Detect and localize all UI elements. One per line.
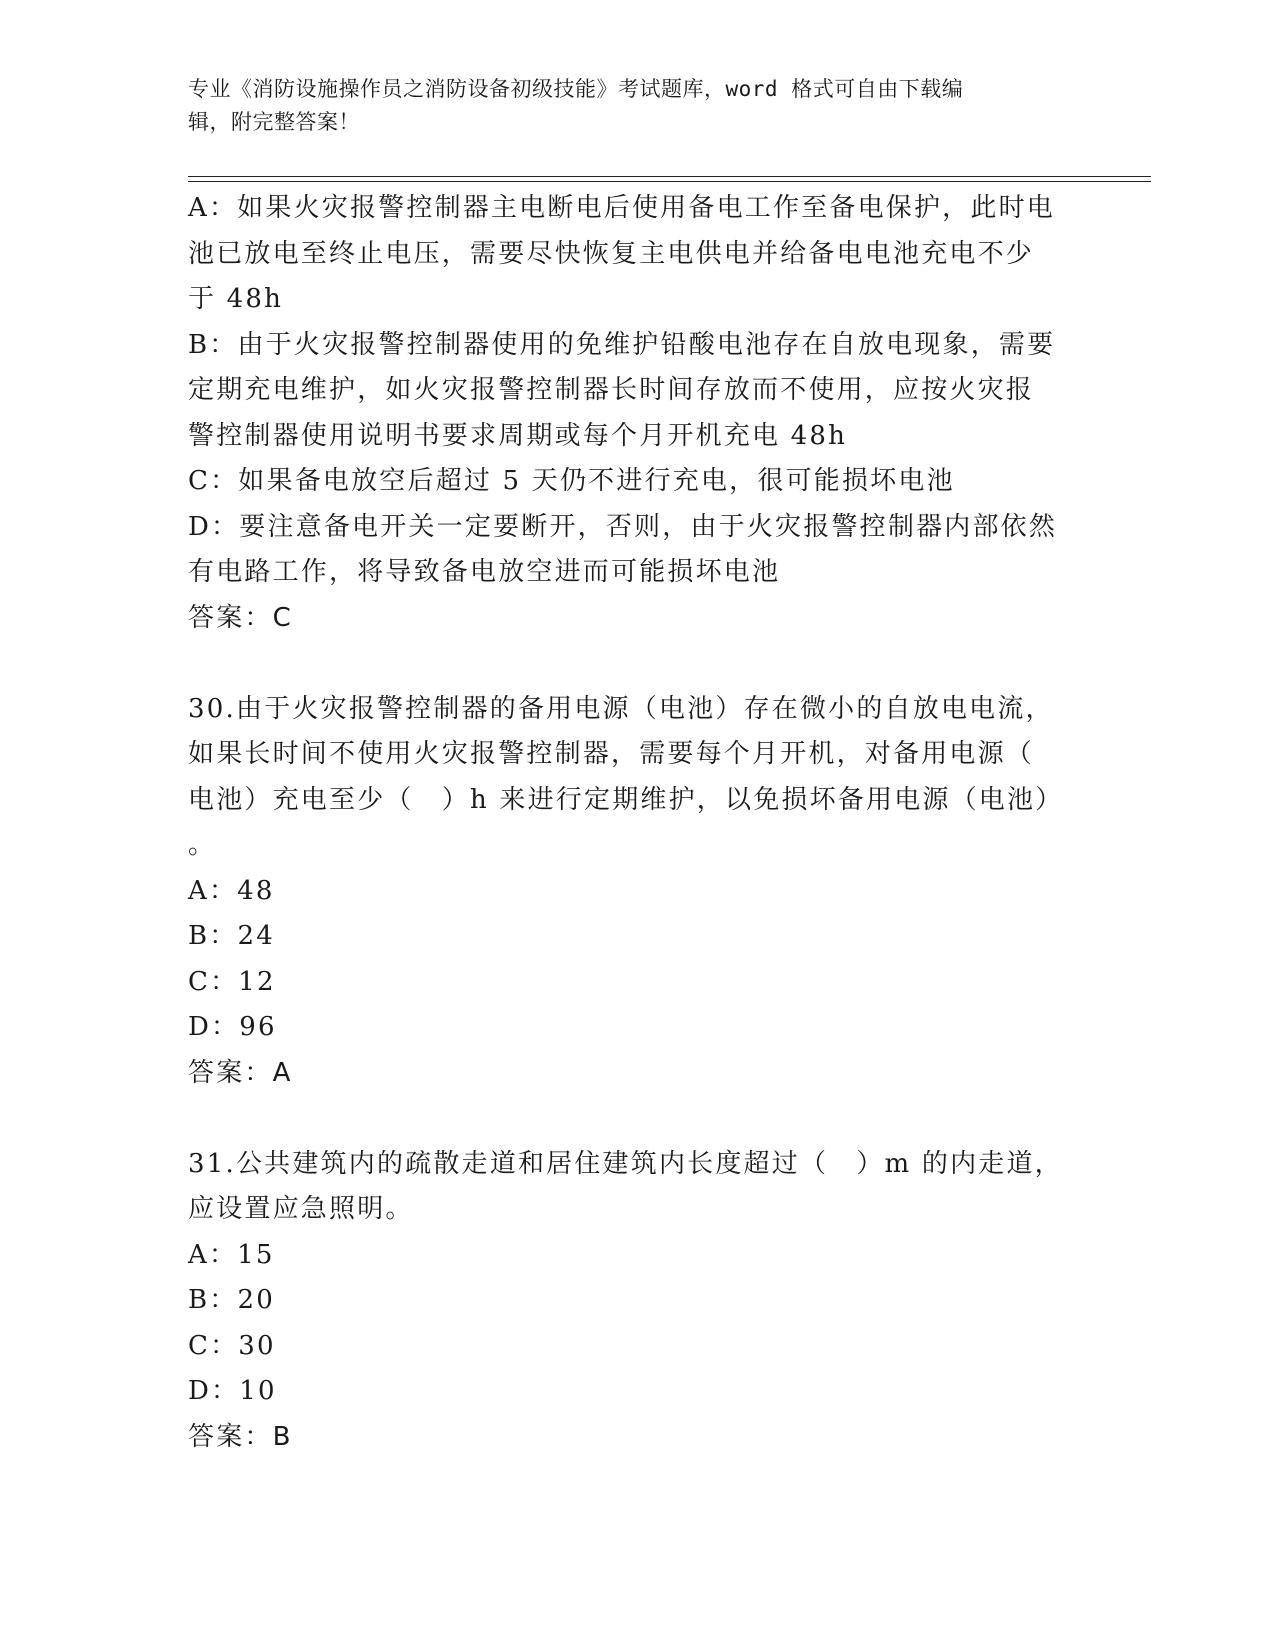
option-c: C：12 (188, 966, 276, 997)
option-c: C：30 (188, 1330, 276, 1361)
header-line: 辑，附完整答案！ (188, 110, 360, 134)
option-text-line: 定期充电维护，如火灾报警控制器长时间存放而不使用，应按火灾报 (188, 375, 1035, 405)
option-text-line: A：如果火灾报警控制器主电断电后使用备电工作至备电保护，此时电 (188, 193, 1055, 223)
question-stem-line: 30.由于火灾报警控制器的备用电源（电池）存在微小的自放电电流， (188, 693, 1054, 724)
option-text-line: D：要注意备电开关一定要断开，否则，由于火灾报警控制器内部依然 (188, 511, 1058, 542)
question-30 (188, 687, 1088, 1097)
option-text-line: 于 48h (188, 284, 284, 314)
question-29-options (188, 186, 1088, 641)
option-a: A：15 (188, 1239, 275, 1270)
option-b: B：20 (188, 1285, 275, 1315)
spacer (188, 1096, 1088, 1142)
document-header (188, 73, 1088, 139)
option-a: A：48 (188, 875, 275, 906)
option-d: D：96 (188, 1012, 277, 1042)
question-stem-line: 31.公共建筑内的疏散走道和居住建筑内长度超过（ ）m 的内走道， (188, 1148, 1063, 1179)
option-text-line: 警控制器使用说明书要求周期或每个月开机充电 48h (188, 420, 848, 451)
question-stem-line: 。 (188, 830, 217, 860)
answer-label: 答案：C (188, 602, 293, 633)
question-stem-line: 如果长时间不使用火灾报警控制器，需要每个月开机，对备用电源（ (188, 739, 1035, 769)
question-stem-line: 电池）充电至少（ ）h 来进行定期维护，以免损坏备用电源（电池） (188, 784, 1064, 815)
header-rule-bottom (188, 181, 1151, 182)
answer-label: 答案：B (188, 1421, 293, 1452)
option-d: D：10 (188, 1376, 277, 1406)
header-rule-top (188, 176, 1151, 177)
answer-label: 答案：A (188, 1057, 293, 1088)
option-b: B：24 (188, 921, 275, 951)
question-31 (188, 1142, 1088, 1461)
option-text-line: 有电路工作，将导致备电放空进而可能损坏电池 (188, 557, 781, 587)
document-body (188, 186, 1088, 1460)
option-text-line: B：由于火灾报警控制器使用的免维护铅酸电池存在自放电现象，需要 (188, 329, 1056, 360)
question-stem-line: 应设置应急照明。 (188, 1194, 414, 1224)
option-text-line: 池已放电至终止电压，需要尽快恢复主电供电并给备电电池充电不少 (188, 238, 1035, 269)
option-text-line: C：如果备电放空后超过 5 天仍不进行充电，很可能损坏电池 (188, 466, 955, 496)
header-line: 专业《消防设施操作员之消防设备初级技能》考试题库，word 格式可自由下载编 (188, 77, 964, 101)
spacer (188, 641, 1088, 687)
